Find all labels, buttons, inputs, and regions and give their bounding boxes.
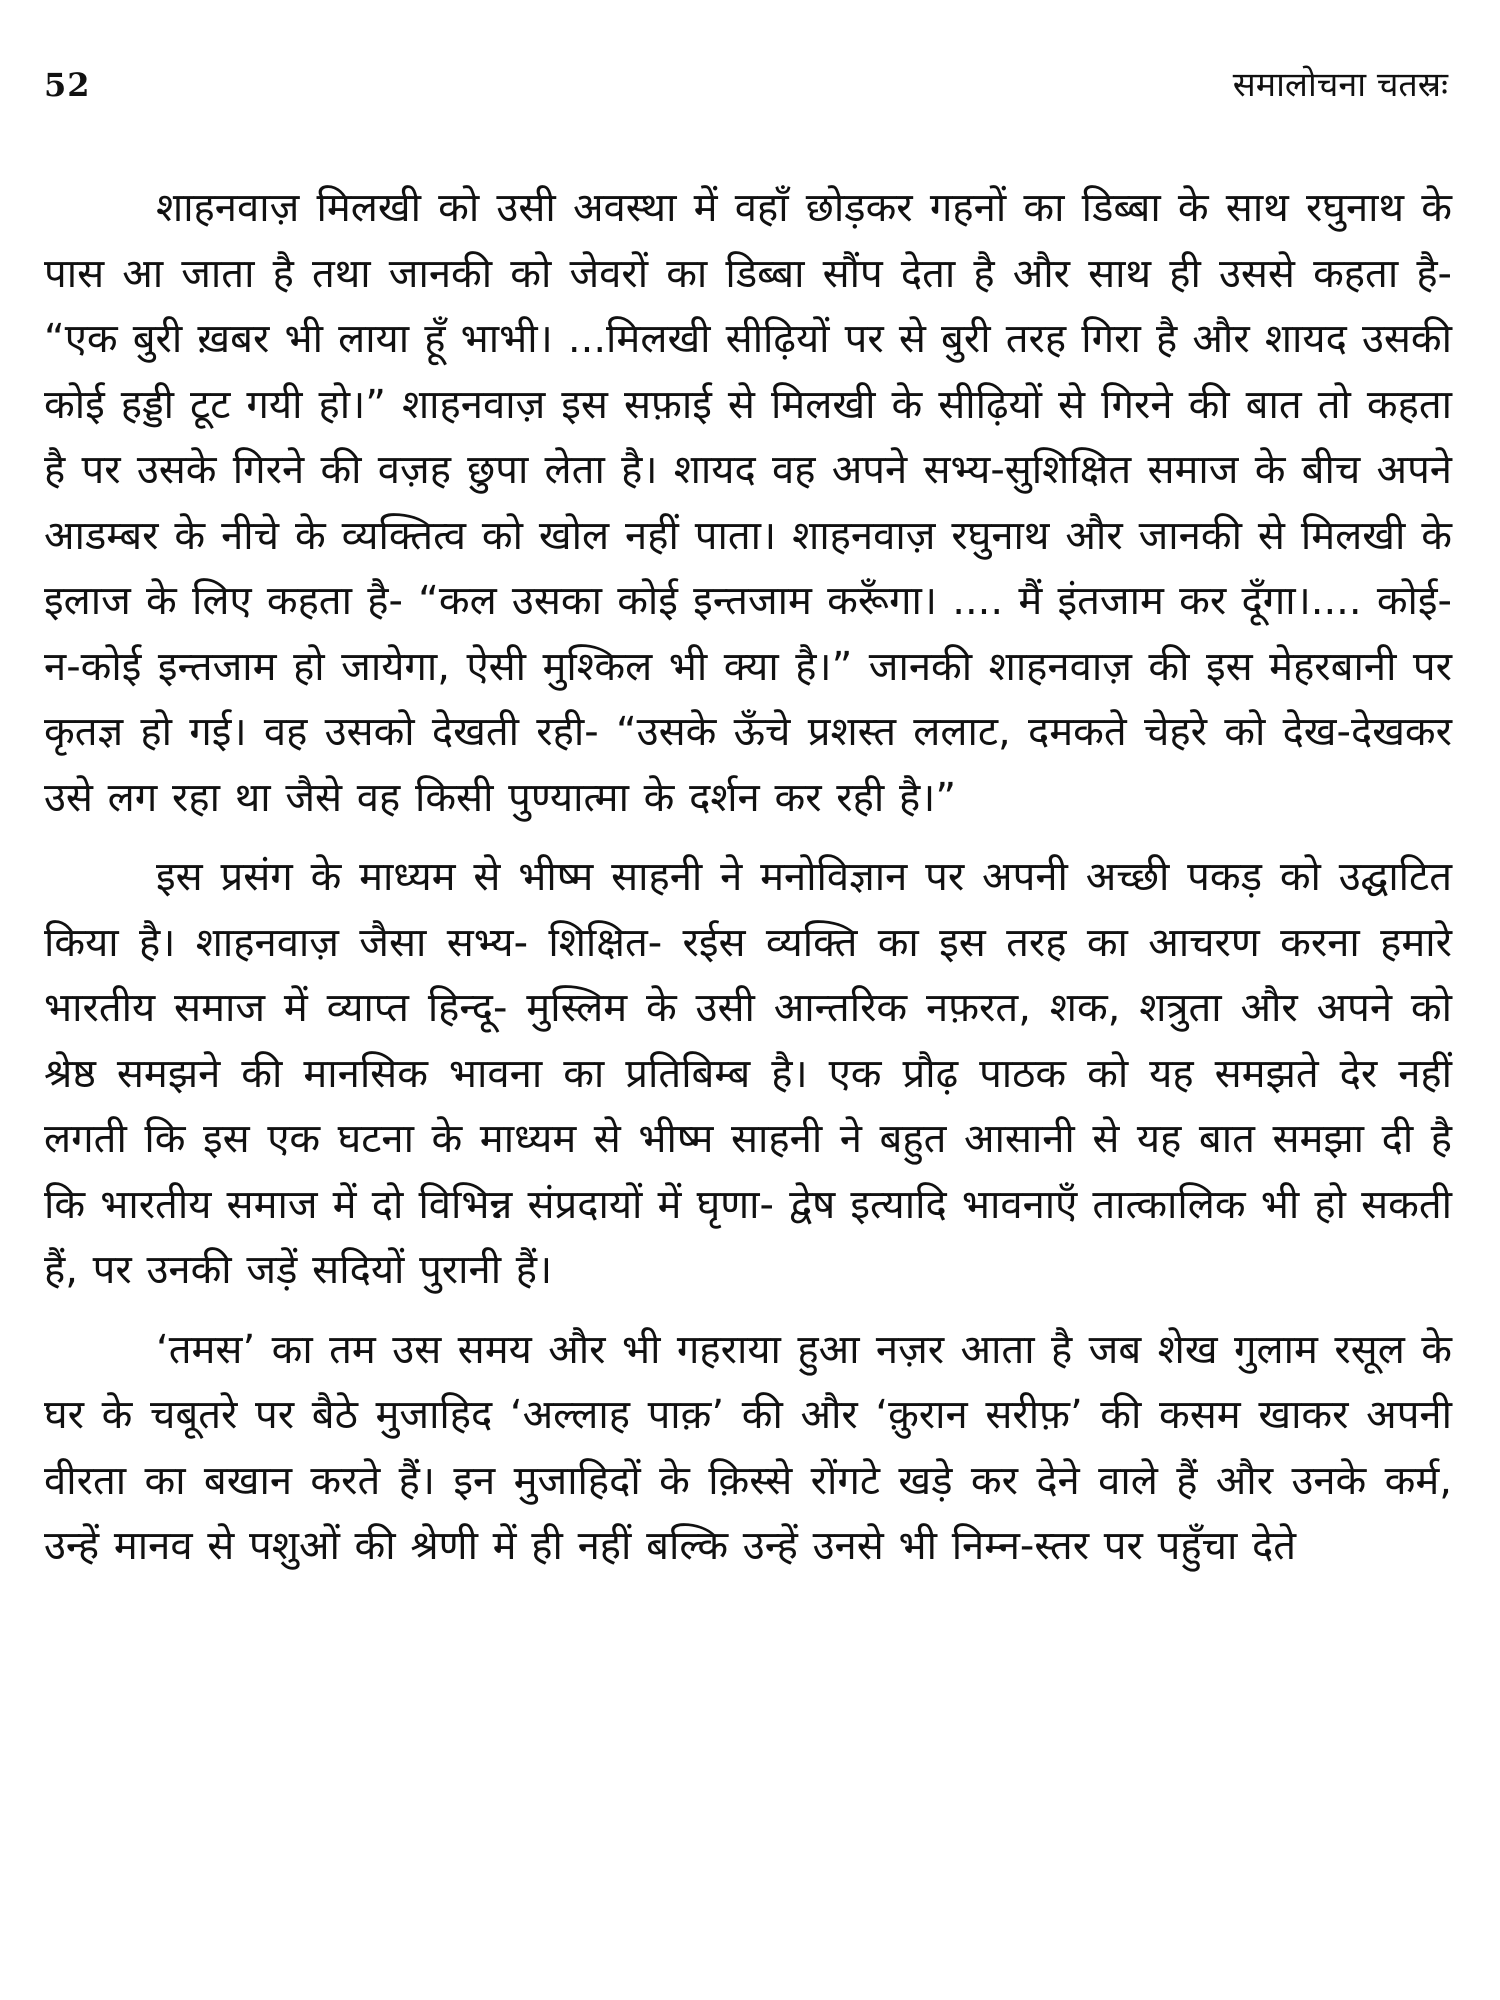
running-title: समालोचना चतस्रः — [1232, 65, 1448, 105]
paragraph-3: ‘तमस’ का तम उस समय और भी गहराया हुआ नज़र आता है जब शेख गुलाम रसूल के घर के चबूतरे पर बैठे मुजाहिद ‘अल्लाह पाक़’ की और ‘क़ुरान सरीफ़’ की कसम खाकर अपनी वीरता का बखान करते हैं। इन मुजाहिदों के क़िस्से रोंगटे खड़े कर देने वाले हैं और उनके कर्म, उन्हें मानव से पशुओं की श्रेणी में ही नहीं बल्कि उन्हें उनसे भी निम्न-स्तर पर पहुँचा देते — [44, 1326, 1452, 1569]
page-number: 52 — [44, 66, 91, 104]
body-text — [44, 176, 1452, 1580]
paragraph-2: इस प्रसंग के माध्यम से भीष्म साहनी ने मनोविज्ञान पर अपनी अच्छी पकड़ को उद्घाटित किया है। शाहनवाज़ जैसा सभ्य- शिक्षित- रईस व्यक्ति का इस तरह का आचरण करना हमारे भारतीय समाज में व्याप्त हिन्दू- मुस्लिम के उसी आन्तरिक नफ़रत, शक, शत्रुता और अपने को श्रेष्ठ समझने की मानसिक भावना का प्रतिबिम्ब है। एक प्रौढ़ पाठक को यह समझते देर नहीं लगती कि इस एक घटना के माध्यम से भीष्म साहनी ने बहुत आसानी से यह बात समझा दी है कि भारतीय समाज में दो विभिन्न संप्रदायों में घृणा- द्वेष इत्यादि भावनाएँ तात्कालिक भी हो सकती हैं, पर उनकी जड़ें सदियों पुरानी हैं। — [44, 854, 1452, 1293]
page-header — [44, 60, 1452, 120]
paragraph-1: शाहनवाज़ मिलखी को उसी अवस्था में वहाँ छोड़कर गहनों का डिब्बा के साथ रघुनाथ के पास आ जाता है तथा जानकी को जेवरों का डिब्बा सौंप देता है और साथ ही उससे कहता है- “एक बुरी ख़बर भी लाया हूँ भाभी। ...मिलखी सीढ़ियों पर से बुरी तरह गिरा है और शायद उसकी कोई हड्डी टूट गयी हो।” शाहनवाज़ इस सफ़ाई से मिलखी के सीढ़ियों से गिरने की बात तो कहता है पर उसके गिरने की वज़ह छुपा लेता है। शायद वह अपने सभ्य-सुशिक्षित समाज के बीच अपने आडम्बर के नीचे के व्यक्तित्व को खोल नहीं पाता। शाहनवाज़ रघुनाथ और जानकी से मिलखी के इलाज के लिए कहता है- “कल उसका कोई इन्तजाम करूँगा। .... मैं इंतजाम कर दूँगा।.... कोई-न-कोई इन्तजाम हो जायेगा, ऐसी मुश्किल भी क्या है।” जानकी शाहनवाज़ की इस मेहरबानी पर कृतज्ञ हो गई। वह उसको देखती रही- “उसके ऊँचे प्रशस्त ललाट, दमकते चेहरे को देख-देखकर उसे लग रहा था जैसे वह किसी पुण्यात्मा के दर्शन कर रही है।” — [44, 185, 1452, 821]
